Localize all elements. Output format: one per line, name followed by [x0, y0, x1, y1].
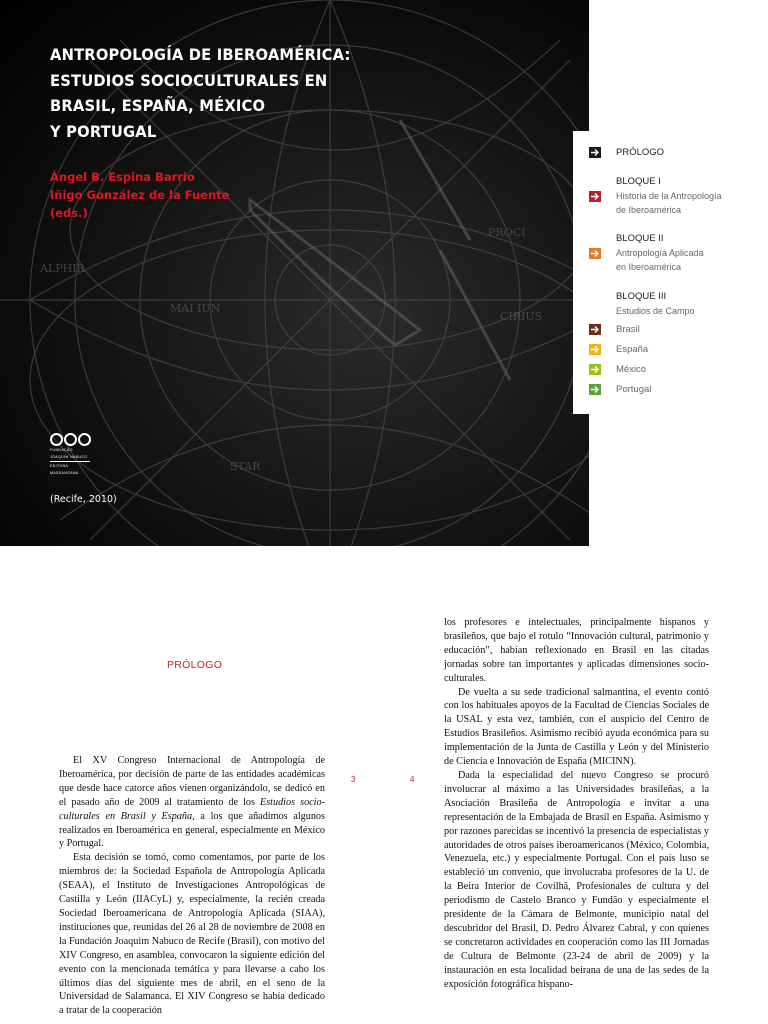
paragraph: Dada la especialidad del nuevo Congreso se procuró involucrar al máximo a las Universidades brasileñas, a la Asociación Brasileña de Antropología e invitar a una representación de la Embajada de Brasil en España. Asimismo y por razones parecidas se incentivó la presencia de especialistas y autoridades de otros países iberoamericanos (México, Colombia, Venezuela, etc.) y especialmente Portugal. Con el país luso se estableció un convenio, que involucraba profesores de la U. de la Beira Interior de Covilhã, Profesionales de cultura y del periodismo de Castelo Branco y Fundão y especialmente el presidente de la Cámara de Belmonte, municipio natal del descubridor del Brasil, D. Pedro Álvarez Cabral, y con quienes se concretaron actividades en cooperación como las III Jornadas de Cultura de Belmonte (23-24 de abril de 2009) y la instauración en esta localidad beirana de una de las sedes de la exposición fotográfica hispano-: [444, 769, 709, 990]
editor-1: Ángel B. Espina Barrio: [50, 170, 195, 184]
publisher-logo: [50, 433, 92, 473]
title-line-1: ANTROPOLOGÍA DE IBEROAMÉRICA:: [50, 45, 351, 64]
text-column-left: [59, 754, 325, 1018]
arrow-right-icon: [589, 191, 601, 202]
logo-text-3: EDITORA: [50, 464, 69, 468]
toc-item-bloque-2[interactable]: [589, 232, 704, 274]
logo-text-4: MASSANGANA: [50, 471, 79, 475]
title-line-2: ESTUDIOS SOCIOCULTURALES EN: [50, 70, 328, 90]
toc-item-bloque-3[interactable]: [616, 290, 695, 318]
toc-label-mexico: México: [616, 364, 647, 375]
paragraph: El XV Congreso Internacional de Antropología de Iberoamérica, por decisión de parte de las entidades académicas que desde hace catorce años vienen organizándolo, se dedicó en el pasado año de 2009 al tratamiento de los Estudios socio-culturales en Brasil y España, a los que añadimos algunos realizados en Iberoamérica en general, especialmente en México y Portugal.: [59, 755, 326, 850]
arrow-right-icon: [589, 384, 601, 395]
svg-text:MAI IUN: MAI IUN: [170, 302, 221, 315]
logo-text-1: FUNDAÇÃO: [50, 448, 73, 452]
logo-text-2: JOAQUIM NABUCO: [50, 455, 88, 459]
toc-sub-bloque-2a: Antropología Aplicada: [616, 248, 704, 258]
svg-text:PROCI: PROCI: [488, 226, 526, 239]
toc-item-portugal[interactable]: [589, 383, 651, 397]
svg-text:STAR: STAR: [230, 460, 261, 473]
toc-label-prologo: PRÓLOGO: [616, 147, 665, 158]
toc-label-bloque-3: BLOQUE III: [616, 291, 667, 302]
toc-label-bloque-1: BLOQUE I: [616, 176, 661, 187]
toc-label-portugal: Portugal: [616, 384, 652, 395]
arrow-right-icon: [589, 324, 601, 335]
toc-sub-bloque-2b: en Iberoamérica: [616, 262, 682, 272]
toc-sub-bloque-1b: de Iberoamérica: [616, 205, 682, 215]
publisher-mark-icon: [50, 433, 92, 446]
table-of-contents: [573, 131, 768, 414]
title-line-3: BRASIL, ESPAÑA, MÉXICO: [50, 96, 266, 115]
toc-label-espana: España: [616, 344, 649, 355]
title-line-4: Y PORTUGAL: [50, 121, 157, 141]
toc-item-bloque-1[interactable]: [589, 175, 722, 217]
paragraph: los profesores e intelectuales, principalmente hispanos y brasileños, que bajo el rotulo “Innovación cultural, patrimonio y educación”, habían reflexionado en Brasil en las citadas jornadas sobre tan importantes y aplicadas dimensiones socio-culturales.: [444, 617, 709, 684]
page-heading: PRÓLOGO: [167, 659, 223, 671]
toc-sub-bloque-1a: Historia de la Antropología: [616, 191, 722, 201]
paragraph: Esta decisión se tomó, como comentamos, por parte de los miembros de: la Sociedad Española de Antropología Aplicada (SEAA), el Instituto de Investigaciones Antropológicas de Castilla y León (IIACyL) y, especialmente, la recién creada Sociedad Iberoamericana de Antropología Aplicada (SIAA), instituciones que, reunidas del 26 al 28 de noviembre de 2008 en la Fundación Joaquim Nabuco de Recife (Brasil), con motivo del XIV Congreso, en asamblea, convocaron la siguiente edición del evento con la mencionada temática y para llevarse a cabo los últimos días del siguiente mes de abril, en el seno de la Universidad de Salamanca. El XIV Congreso se había dedicado a tratar de la cooperación: [59, 852, 325, 1017]
editors-note: (eds.): [50, 206, 88, 220]
arrow-right-icon: [589, 344, 601, 355]
toc-item-prologo[interactable]: [589, 146, 664, 160]
toc-item-mexico[interactable]: [589, 363, 646, 377]
page-number-right: 4: [410, 775, 415, 784]
cover-panel: [0, 0, 589, 546]
toc-item-espana[interactable]: [589, 343, 648, 357]
arrow-right-icon: [589, 364, 601, 375]
text-column-right: [444, 616, 709, 991]
book-title: [50, 42, 351, 144]
svg-text:CIRIUS: CIRIUS: [500, 310, 543, 323]
arrow-right-icon: [589, 248, 601, 259]
svg-text:ALPHIR: ALPHIR: [40, 262, 85, 275]
publication-year: (Recife, 2010): [50, 494, 117, 505]
toc-item-brasil[interactable]: [589, 323, 640, 337]
toc-label-brasil: Brasil: [616, 324, 640, 335]
page-number-left: 3: [351, 775, 356, 784]
arrow-right-icon: [589, 147, 601, 158]
toc-sub-bloque-3: Estudios de Campo: [616, 306, 695, 316]
paragraph: De vuelta a su sede tradicional salmantina, el evento contó con los habituales apoyos de la Facultad de Ciencias Sociales de la USAL y esta vez, también, con el auspicio del Centro de Estudios Brasileños. Asimismo recibió ayuda económica para su implementación de la Junta de Castilla y León y del Ministerio de Ciencia e Innovación de España (MICINN).: [444, 686, 709, 768]
editors: [50, 168, 229, 222]
editor-2: Iñigo González de la Fuente: [50, 188, 230, 202]
toc-label-bloque-2: BLOQUE II: [616, 233, 664, 244]
